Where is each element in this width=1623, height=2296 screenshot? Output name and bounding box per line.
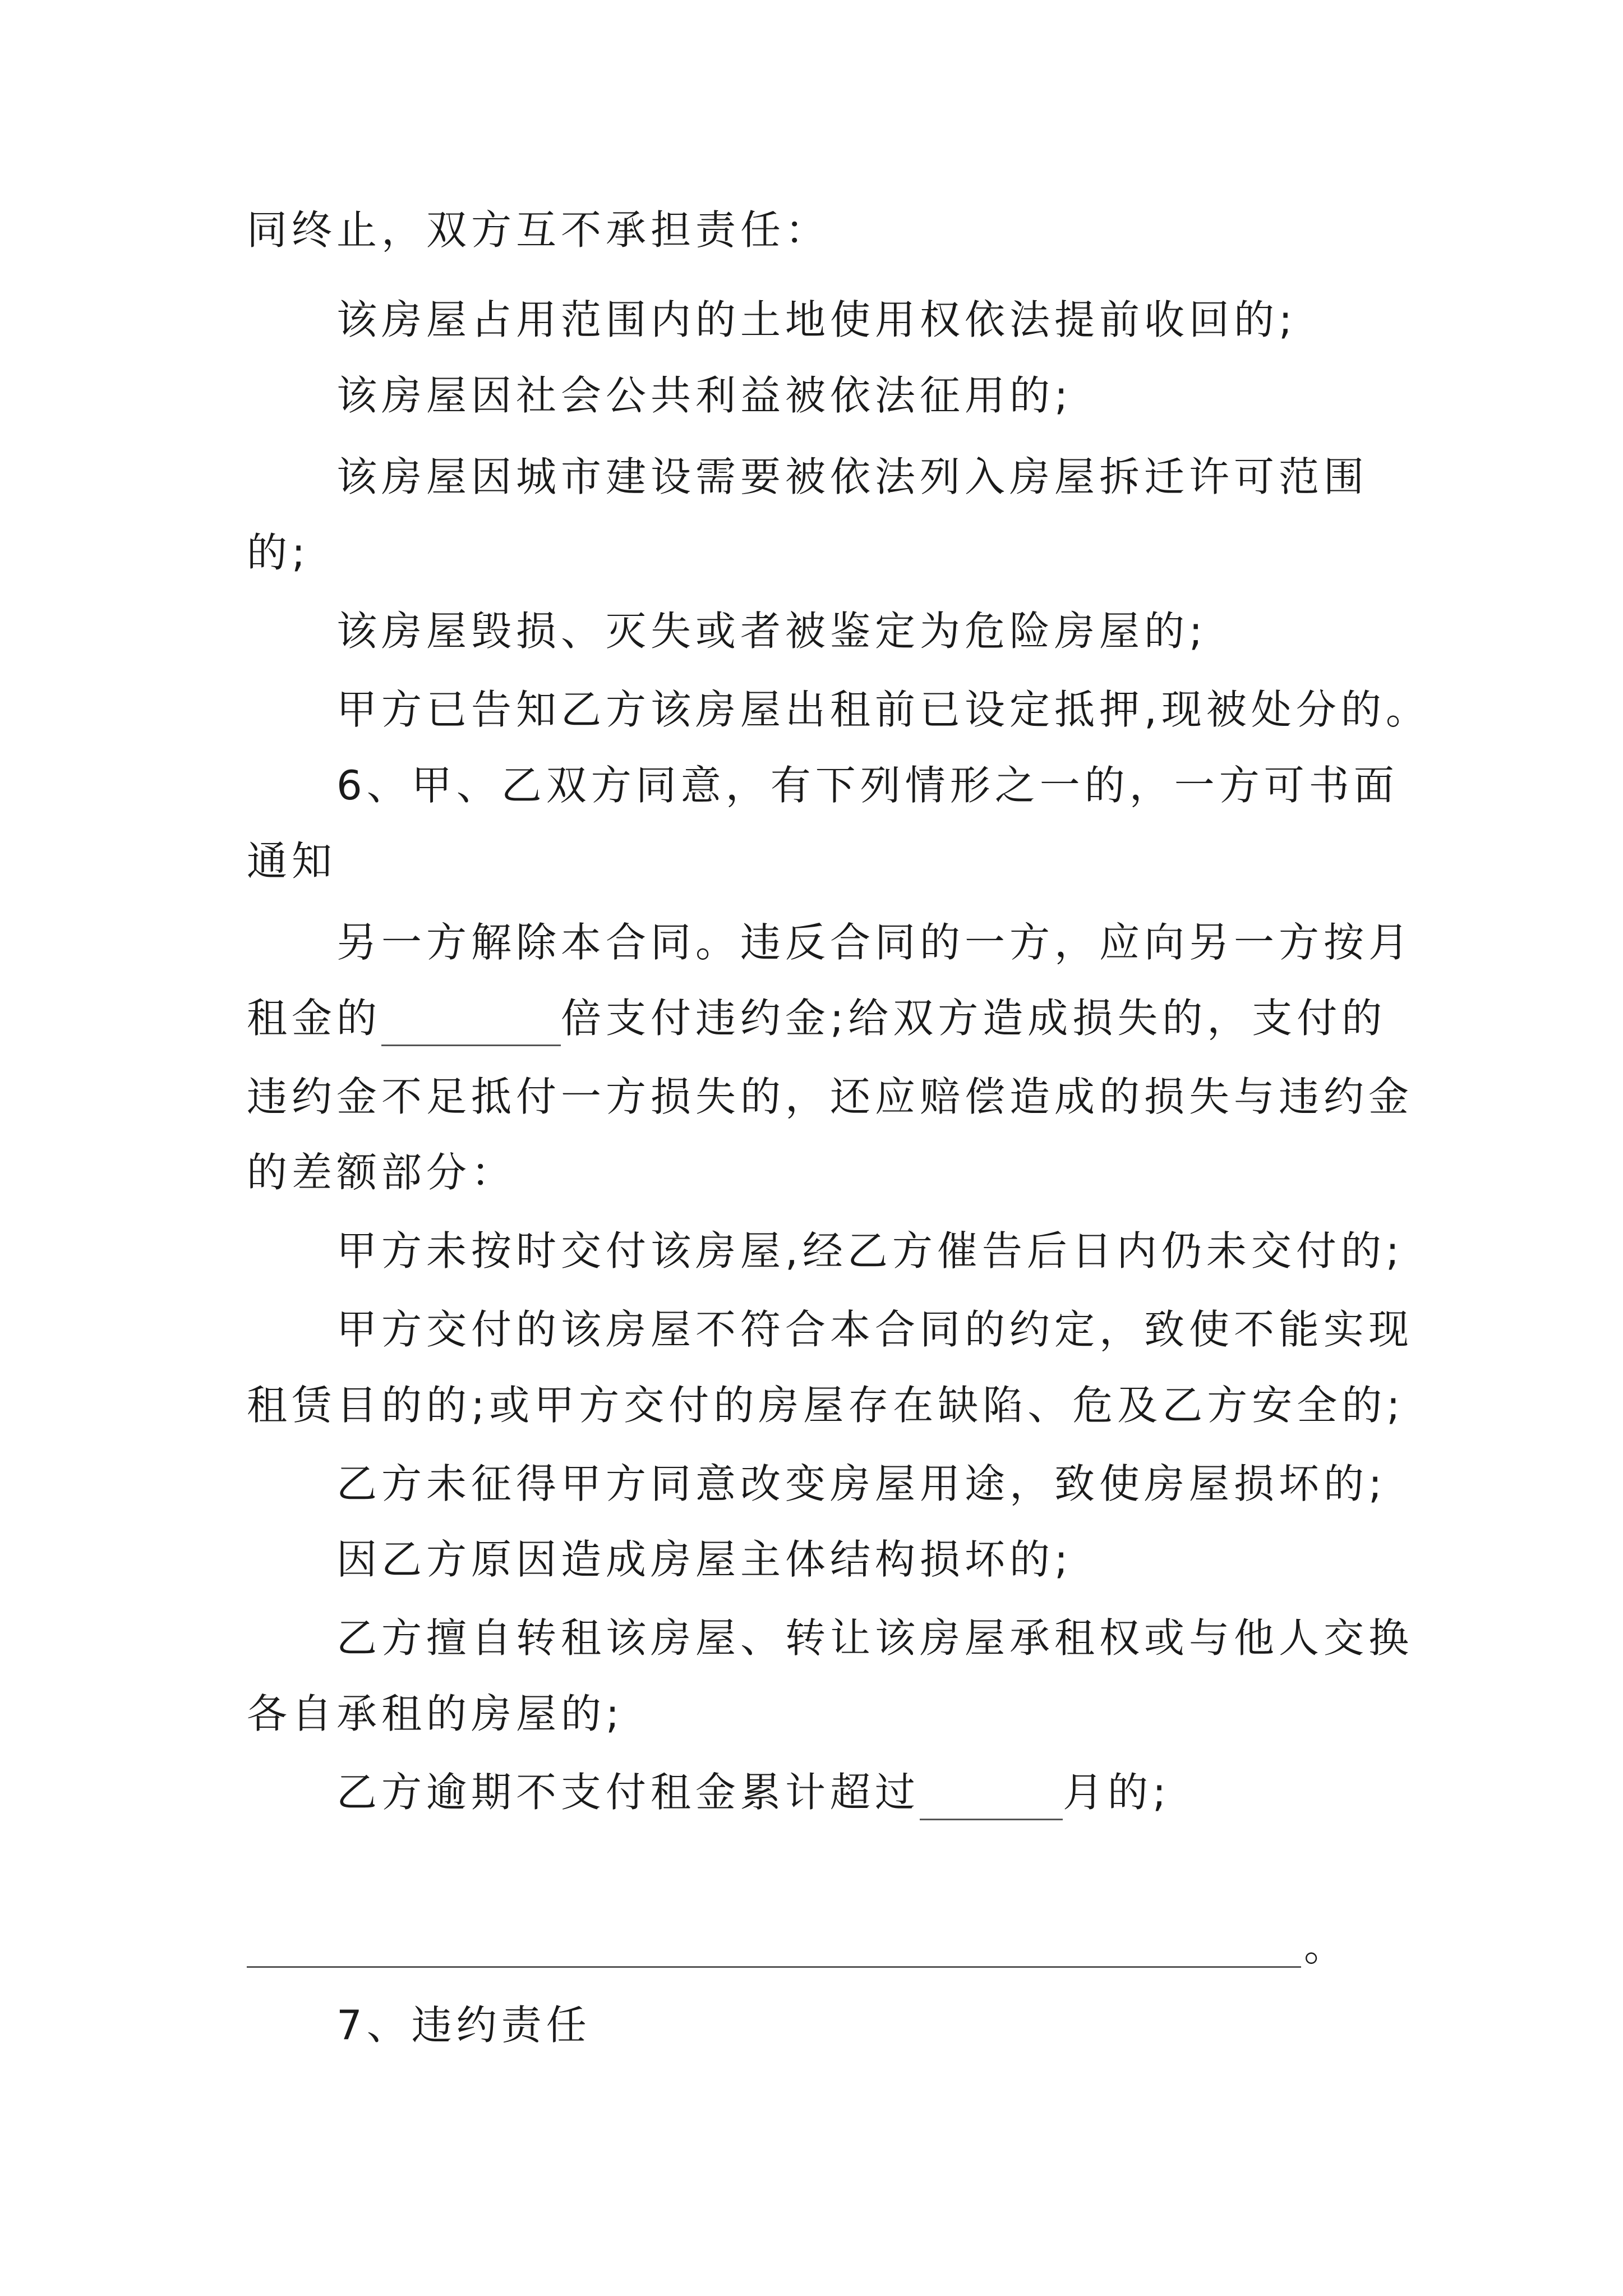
paragraph-text: 违约金不足抵付一方损失的，还应赔偿造成的损失与违约金 (247, 1073, 1414, 1120)
paragraph-text: 乙方擅自转租该房屋、转让该房屋承租权或与他人交换 (336, 1614, 1414, 1662)
text-fragment: 租金的 (247, 995, 382, 1042)
paragraph-text: 通知 (247, 838, 337, 885)
section-heading: 7、违约责任 (336, 2001, 591, 2049)
paragraph-text: 乙方未征得甲方同意改变房屋用途，致使房屋损坏的; (336, 1460, 1387, 1507)
paragraph-text: 该房屋因城市建设需要被依法列入房屋拆迁许可范围 (336, 453, 1369, 500)
paragraph-text: 该房屋占用范围内的土地使用权依法提前收回的; (336, 296, 1297, 343)
paragraph-text: 甲方交付的该房屋不符合本合同的约定，致使不能实现 (336, 1306, 1414, 1353)
paragraph-text: 该房屋毁损、灭失或者被鉴定为危险房屋的; (336, 608, 1207, 655)
paragraph-text: 租赁目的的;或甲方交付的房屋存在缺陷、危及乙方安全的; (247, 1382, 1405, 1429)
fill-in-blank[interactable] (381, 1001, 561, 1046)
paragraph-text: 甲方已告知乙方该房屋出租前已设定抵押,现被处分的。 (336, 686, 1431, 733)
paragraph-text: 的; (247, 529, 310, 576)
paragraph-text: 同终止，双方互不承担责任： (247, 206, 831, 254)
fill-in-blank[interactable] (920, 1775, 1063, 1820)
fill-in-line[interactable] (247, 1966, 1301, 1968)
section-heading: 6、甲、乙双方同意，有下列情形之一的，一方可书面 (336, 762, 1399, 809)
paragraph-text-with-blank (336, 1764, 1170, 1820)
paragraph-text: 的差额部分： (247, 1149, 517, 1196)
end-punctuation: 。 (1304, 1923, 1345, 1970)
paragraph-text: 因乙方原因造成房屋主体结构损坏的; (336, 1536, 1073, 1583)
paragraph-text: 另一方解除本合同。违反合同的一方，应向另一方按月 (336, 919, 1414, 966)
text-fragment: 乙方逾期不支付租金累计超过 (336, 1769, 920, 1816)
paragraph-text: 该房屋因社会公共利益被依法征用的; (336, 372, 1073, 419)
text-fragment: 月的; (1063, 1769, 1171, 1816)
paragraph-text: 甲方未按时交付该房屋,经乙方催告后日内仍未交付的; (336, 1227, 1404, 1274)
paragraph-text-with-blank (247, 990, 1386, 1046)
paragraph-text: 各自承租的房屋的; (247, 1690, 624, 1737)
text-fragment: 倍支付违约金;给双方造成损失的，支付的 (561, 995, 1387, 1042)
